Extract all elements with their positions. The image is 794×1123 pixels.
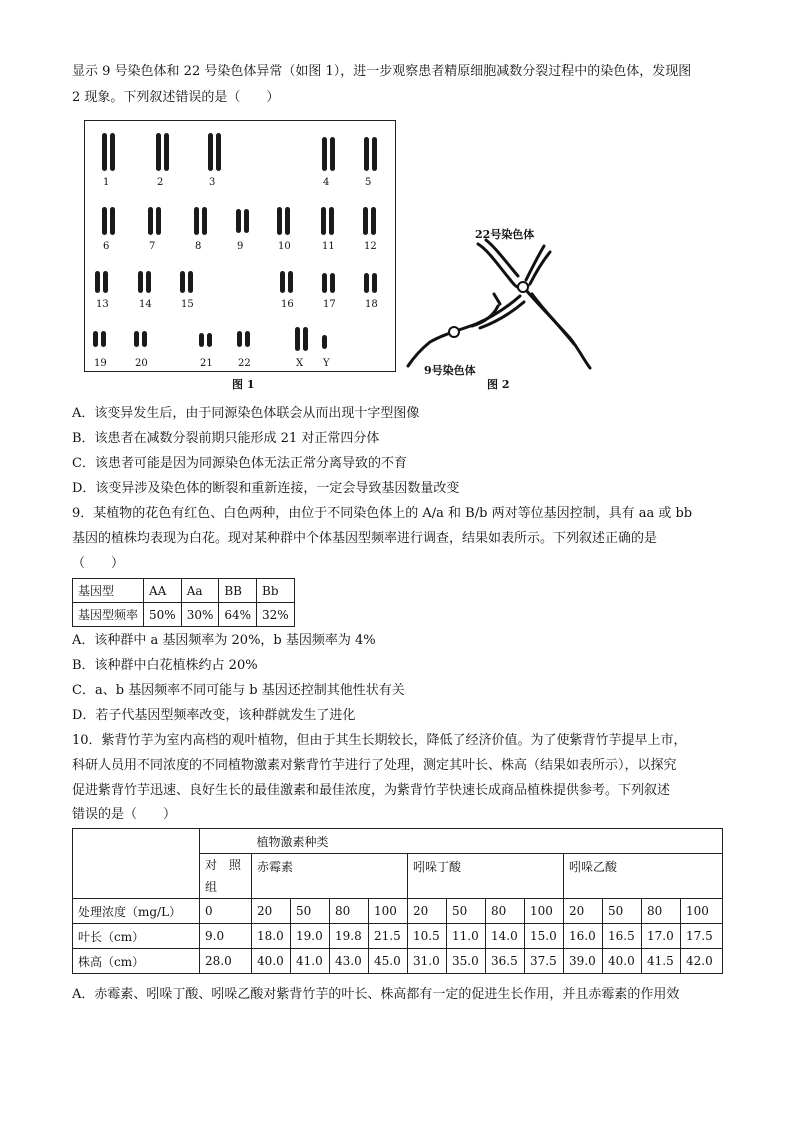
chromosome-shape (322, 273, 327, 293)
q9-option-d: D．若子代基因型频率改变，该种群就发生了进化 (72, 708, 356, 723)
hormone-group-header: 植物激素种类 (252, 829, 723, 854)
q8-option-c: C．该患者可能是因为同源染色体无法正常分离导致的不育 (72, 456, 407, 471)
karyotype-label: 5 (365, 177, 372, 188)
q8-option-a: A．该变异发生后，由于同源染色体联会从而出现十字型图像 (72, 406, 420, 421)
control-group-header (200, 854, 252, 899)
chromosome-shape (237, 331, 242, 347)
chromosome-shape (329, 207, 334, 235)
table-cell: 100 (369, 899, 408, 924)
table-cell: 100 (681, 899, 723, 924)
control-label-bottom: 组 (205, 880, 218, 894)
table-cell: 17.5 (681, 924, 723, 949)
table-cell: 基因型频率 (73, 603, 144, 627)
karyotype-label: 14 (139, 299, 152, 310)
table-cell: 0 (200, 899, 252, 924)
table-cell: 40.0 (603, 949, 642, 974)
table-row (73, 949, 723, 974)
table-cell: 20 (252, 899, 291, 924)
chromosome-shape (208, 133, 213, 171)
table-cell: 50 (447, 899, 486, 924)
table-row (73, 924, 723, 949)
table-cell: 17.0 (642, 924, 681, 949)
q9-stem-line-3: （ ） (72, 556, 125, 571)
table-cell: 42.0 (681, 949, 723, 974)
table-cell: 100 (525, 899, 564, 924)
control-label-top: 对 照 (205, 858, 242, 872)
table-cell: AA (144, 579, 182, 603)
chromosome-9-strand (480, 302, 524, 328)
table-cell: 9.0 (200, 924, 252, 949)
table-cell: 39.0 (564, 949, 603, 974)
q10-stem-line-1: 10．紫背竹芋为室内高档的观叶植物，但由于其生长期较长，降低了经济价值。为了使紫背竹芋提早上市， (72, 733, 687, 748)
chromosome-9-strand (526, 290, 590, 368)
table-cell: 30% (181, 603, 219, 627)
q9-stem-line-2: 基因的植株均表现为白花。现对某种群中个体基因型频率进行调查，结果如表所示。下列叙述正确的是 (72, 531, 658, 546)
karyotype-label: 12 (364, 241, 377, 252)
karyotype-label: 22 (238, 358, 251, 369)
hormone-header: 吲哚丁酸 (408, 854, 564, 899)
chromosome-shape (103, 271, 108, 293)
table-cell: 80 (642, 899, 681, 924)
table-cell (200, 829, 252, 854)
q8-option-d: D．该变异涉及染色体的断裂和重新连接，一定会导致基因数量改变 (72, 481, 460, 496)
q10-stem-line-4: 错误的是（ ） (72, 807, 177, 822)
q10-stem-line-2: 科研人员用不同浓度的不同植物激素对紫背竹芋进行了处理，测定其叶长、株高（结果如表所示），以探究 (72, 758, 677, 773)
chromosome-shape (93, 331, 98, 347)
table-cell: 80 (330, 899, 369, 924)
karyotype-label: 3 (209, 177, 216, 188)
table-cell: 36.5 (486, 949, 525, 974)
chromosome-shape (138, 271, 143, 293)
chromosome-shape (148, 207, 153, 235)
chromosome-shape (236, 209, 241, 233)
chromosome-shape (285, 207, 290, 235)
karyotype-label: 8 (195, 241, 202, 252)
chromosome-shape (277, 207, 282, 235)
q8-option-b: B．该患者在减数分裂前期只能形成 21 对正常四分体 (72, 431, 380, 446)
centromere-icon (518, 282, 528, 292)
chromosome-shape (142, 331, 147, 347)
chromosome-shape (102, 133, 107, 171)
table-cell: BB (219, 579, 257, 603)
q10-stem-line-3: 促进紫背竹芋迅速、良好生长的最佳激素和最佳浓度，为紫背竹芋快速长成商品植株提供参考。下列叙述 (72, 783, 671, 798)
chromosome-shape (295, 327, 300, 351)
intro-line-2: 2 现象。下列叙述错误的是（ ） (72, 90, 280, 105)
q10-option-a: A．赤霉素、吲哚丁酸、吲哚乙酸对紫背竹芋的叶长、株高都有一定的促进生长作用，并且赤霉素的作用效 (72, 987, 680, 1002)
table-cell: 35.0 (447, 949, 486, 974)
chromosome-shape (180, 271, 185, 293)
karyotype-label: 13 (96, 299, 109, 310)
karyotype-label: 1 (103, 177, 110, 188)
chromosome-shape (330, 273, 335, 293)
karyotype-label: 9 (237, 241, 244, 252)
table-cell: 45.0 (369, 949, 408, 974)
chromosome-shape (194, 207, 199, 235)
chromosome-9-strand (408, 296, 520, 366)
hormone-header: 赤霉素 (252, 854, 408, 899)
table-cell: 40.0 (252, 949, 291, 974)
chromosome-shape (364, 137, 369, 171)
karyotype-label: 6 (103, 241, 110, 252)
karyotype-label: 18 (365, 299, 378, 310)
cross-pairing-figure (400, 210, 600, 390)
q9-option-b: B．该种群中白花植株约占 20% (72, 658, 258, 673)
chromosome-shape (372, 273, 377, 293)
chromosome-shape (202, 207, 207, 235)
chromosome-shape (288, 271, 293, 293)
table-cell: 50 (603, 899, 642, 924)
karyotype-label: 10 (278, 241, 291, 252)
table-cell: 基因型 (73, 579, 144, 603)
table-cell: 16.0 (564, 924, 603, 949)
chromosome-shape (207, 333, 212, 347)
table-cell: 50% (144, 603, 182, 627)
karyotype-label: 2 (157, 177, 164, 188)
chromosome-9-strand (532, 294, 574, 344)
chromosome-shape (280, 271, 285, 293)
table-cell: 32% (257, 603, 295, 627)
table-cell: 15.0 (525, 924, 564, 949)
karyotype-label: 16 (281, 299, 294, 310)
chromosome-shape (156, 207, 161, 235)
chromosome-shape (95, 271, 100, 293)
karyotype-label: Y (323, 358, 330, 369)
centromere-icon (449, 327, 459, 337)
chromosome-shape (156, 133, 161, 171)
q9-option-c: C．a、b 基因频率不同可能与 b 基因还控制其他性状有关 (72, 683, 405, 698)
hormone-header: 吲哚乙酸 (564, 854, 723, 899)
row-label: 处理浓度（mg/L） (73, 899, 200, 924)
chromosome-shape (244, 209, 249, 233)
table-cell: 18.0 (252, 924, 291, 949)
chromosome-shape (330, 137, 335, 171)
table-cell: 19.0 (291, 924, 330, 949)
figure2-caption: 图 2 (487, 378, 510, 391)
table-row (73, 829, 723, 854)
table-row (73, 603, 295, 627)
table-cell: 41.5 (642, 949, 681, 974)
chromosome-shape (321, 207, 326, 235)
karyotype-label: 15 (181, 299, 194, 310)
table-cell: 50 (291, 899, 330, 924)
q9-stem-line-1: 9．某植物的花色有红色、白色两种，由位于不同染色体上的 A/a 和 B/b 两对等位基因控制，具有 aa 或 bb (72, 506, 693, 521)
table-cell: 16.5 (603, 924, 642, 949)
karyotype-label: X (296, 358, 304, 369)
figure1-caption: 图 1 (232, 378, 255, 391)
intro-line-1: 显示 9 号染色体和 22 号染色体异常（如图 1），进一步观察患者精原细胞减数分裂过程中的染色体，发现图 (72, 64, 692, 79)
table-cell: 11.0 (447, 924, 486, 949)
table-cell: 14.0 (486, 924, 525, 949)
table-cell: Aa (181, 579, 219, 603)
table-cell: 41.0 (291, 949, 330, 974)
table-cell: 80 (486, 899, 525, 924)
chromosome-shape (134, 331, 139, 347)
chromosome-shape (245, 331, 250, 347)
chromosome-shape (303, 327, 308, 351)
table-cell: 31.0 (408, 949, 447, 974)
table-cell: 21.5 (369, 924, 408, 949)
chromosome-shape (322, 335, 327, 349)
chromosome-shape (164, 133, 169, 171)
table-cell: 19.8 (330, 924, 369, 949)
table-cell: 20 (408, 899, 447, 924)
table-cell: 20 (564, 899, 603, 924)
table-row (73, 579, 295, 603)
chromosome-shape (322, 137, 327, 171)
table-cell: 43.0 (330, 949, 369, 974)
table-corner-cell (73, 829, 200, 899)
chromosome-shape (363, 207, 368, 235)
table-cell: 28.0 (200, 949, 252, 974)
q9-option-a: A．该种群中 a 基因频率为 20%，b 基因频率为 4% (72, 633, 376, 648)
table-cell: 37.5 (525, 949, 564, 974)
label-chromosome-9: 9号染色体 (424, 364, 476, 377)
hormone-treatment-table (72, 828, 723, 974)
karyotype-label: 4 (323, 177, 330, 188)
table-cell: 10.5 (408, 924, 447, 949)
chromosome-shape (101, 331, 106, 347)
chromosome-shape (188, 271, 193, 293)
chromosome-9-strand (494, 294, 500, 304)
karyotype-label: 7 (149, 241, 156, 252)
chromosome-shape (199, 333, 204, 347)
table-row (73, 899, 723, 924)
karyotype-label: 20 (135, 358, 148, 369)
row-label: 株高（cm） (73, 949, 200, 974)
chromosome-shape (110, 207, 115, 235)
table-cell: Bb (257, 579, 295, 603)
chromosome-shape (110, 133, 115, 171)
row-label: 叶长（cm） (73, 924, 200, 949)
chromosome-shape (364, 273, 369, 293)
table-cell: 64% (219, 603, 257, 627)
karyotype-label: 19 (94, 358, 107, 369)
chromosome-shape (102, 207, 107, 235)
karyotype-figure (84, 120, 396, 372)
chromosome-shape (216, 133, 221, 171)
karyotype-label: 11 (322, 241, 335, 252)
label-chromosome-22: 22号染色体 (475, 228, 535, 241)
karyotype-label: 21 (200, 358, 213, 369)
chromosome-shape (371, 207, 376, 235)
karyotype-label: 17 (323, 299, 336, 310)
genotype-frequency-table (72, 578, 295, 627)
chromosome-shape (146, 271, 151, 293)
chromosome-shape (372, 137, 377, 171)
